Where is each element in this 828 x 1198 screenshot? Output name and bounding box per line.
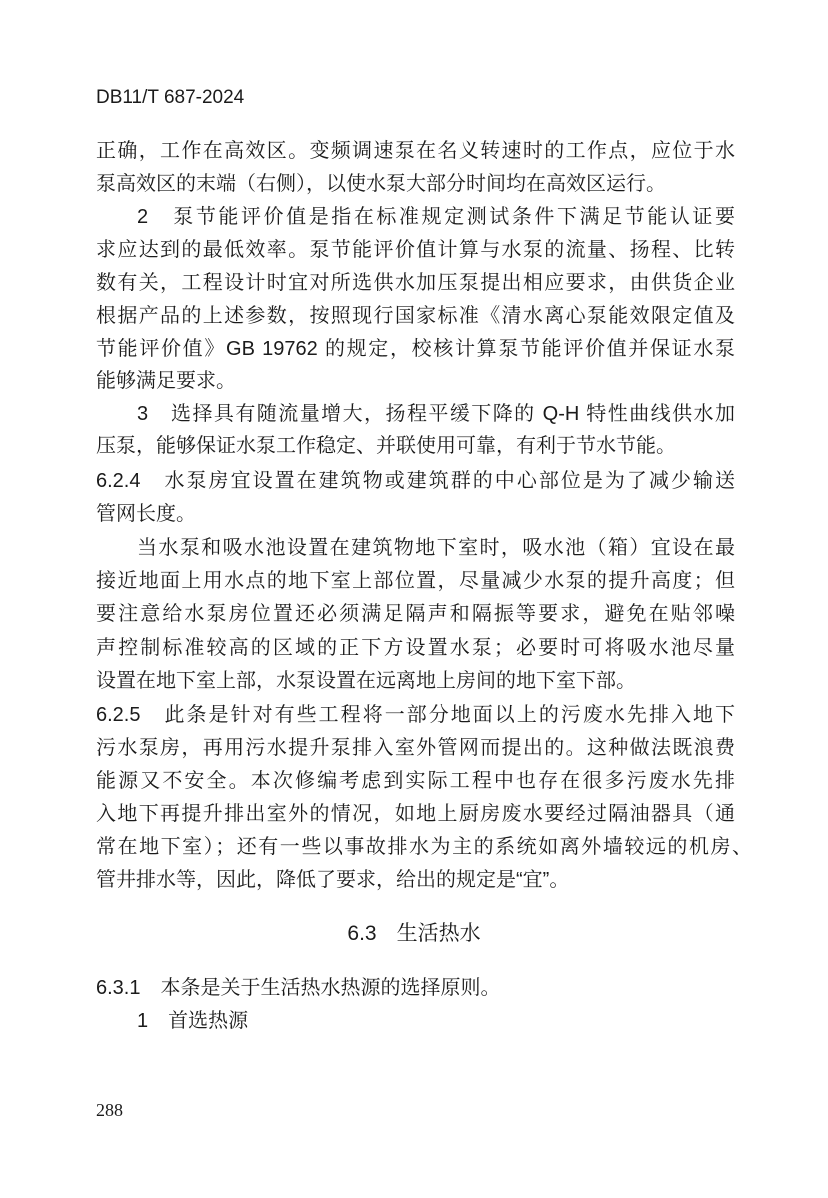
body-line: 接近地面上用水点的地下室上部位置，尽量减少水泵的提升高度；但	[96, 570, 735, 592]
body-line: 要注意给水泵房位置还必须满足隔声和隔振等要求，避免在贴邻噪	[96, 603, 735, 625]
body-line: 2 泵节能评价值是指在标准规定测试条件下满足节能认证要	[137, 206, 735, 228]
section-heading	[0, 921, 828, 947]
body-line: 常在地下室）；还有一些以事故排水为主的系统如离外墙较远的机房、	[96, 836, 752, 858]
document-code: DB11/T 687-2024	[96, 87, 245, 108]
section-number: 6.3	[347, 922, 377, 945]
body-line: 管网长度。	[96, 503, 196, 525]
page-number: 288	[96, 1100, 123, 1120]
clause-6-2-5-line: 6.2.5 此条是针对有些工程将一部分地面以上的污废水先排入地下	[96, 704, 735, 726]
body-line: 入地下再提升排出室外的情况，如地上厨房废水要经过隔油器具（通	[96, 803, 735, 825]
body-line: 管井排水等，因此，降低了要求，给出的规定是“宜”。	[96, 869, 570, 891]
body-line: 能够满足要求。	[96, 370, 236, 392]
section-title: 生活热水	[396, 922, 481, 945]
body-line: 设置在地下室上部，水泵设置在远离地上房间的地下室下部。	[96, 670, 636, 692]
body-line: 能源又不安全。本次修编考虑到实际工程中也存在很多污废水先排	[96, 770, 735, 792]
body-line: 泵高效区的末端（右侧），以使水泵大部分时间均在高效区运行。	[96, 173, 666, 195]
body-line: 求应达到的最低效率。泵节能评价值计算与水泵的流量、扬程、比转	[96, 239, 735, 261]
body-line: 数有关，工程设计时宜对所选供水加压泵提出相应要求，由供货企业	[96, 272, 735, 294]
body-line: 压泵，能够保证水泵工作稳定、并联使用可靠，有利于节水节能。	[96, 435, 676, 457]
body-line: 声控制标准较高的区域的正下方设置水泵；必要时可将吸水池尽量	[96, 637, 735, 659]
clause-6-2-4-line: 6.2.4 水泵房宜设置在建筑物或建筑群的中心部位是为了减少输送	[96, 470, 735, 492]
body-line: 3 选择具有随流量增大，扬程平缓下降的 Q-H 特性曲线供水加	[137, 403, 735, 425]
body-line: 1 首选热源	[137, 1010, 249, 1032]
body-line: 根据产品的上述参数，按照现行国家标准《清水离心泵能效限定值及	[96, 305, 735, 327]
body-line: 正确，工作在高效区。变频调速泵在名义转速时的工作点，应位于水	[96, 140, 735, 162]
clause-6-3-1-line: 6.3.1 本条是关于生活热水热源的选择原则。	[96, 977, 501, 999]
body-line: 当水泵和吸水池设置在建筑物地下室时，吸水池（箱）宜设在最	[137, 537, 735, 559]
body-line: 节能评价值》GB 19762 的规定，校核计算泵节能评价值并保证水泵	[96, 338, 735, 360]
body-line: 污水泵房，再用污水提升泵排入室外管网而提出的。这种做法既浪费	[96, 737, 735, 759]
